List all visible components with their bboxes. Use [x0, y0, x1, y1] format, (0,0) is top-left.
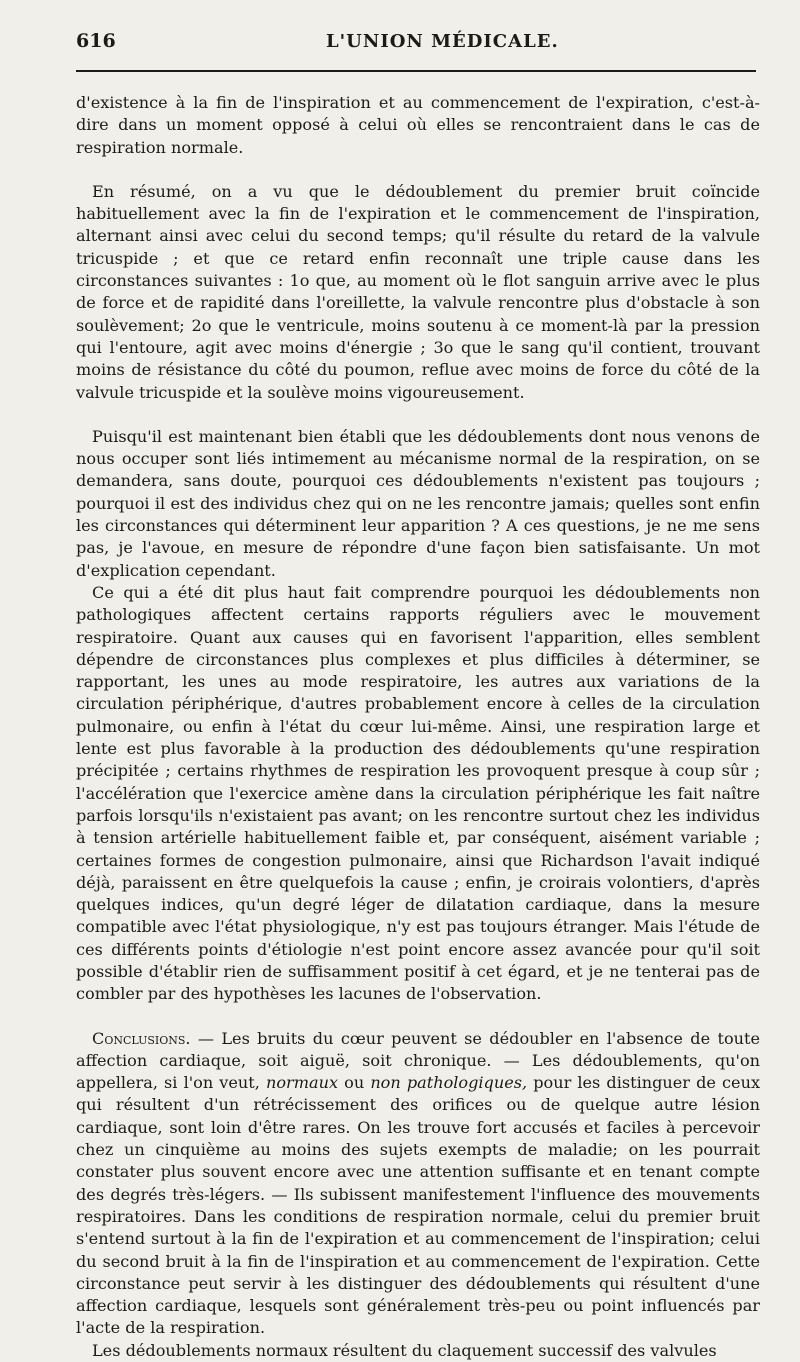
- paragraph-conclusions: [76, 1028, 760, 1340]
- paragraph-1: d'existence à la fin de l'inspiration et au commencement de l'expiration, c'est-à-dire dans un moment opposé à celui où elles se rencontraient dans le cas de respiration normale.: [76, 93, 760, 157]
- conclusions-heading: Conclusions.: [92, 1028, 191, 1048]
- conclusions-text-c: pour les distinguer de ceux qui résultent d'un rétrécissement des orifices ou de quelque autre lésion cardiaque, sont loin d'être rares. On les trouve fort accusés et faciles à percevoir chez un cinquième au moins des sujets exempts de maladie; on les pourrait constater plus souvent encore avec une attention suffisante et en tenant compte des degrés très-légers. — Ils subissent manifestement l'influence des mouvements respiratoires. Dans les conditions de respiration normale, celui du premier bruit s'entend surtout à la fin de l'expiration et au commencement de l'inspiration; celui du second bruit à la fin de l'inspiration et au commencement de l'expiration. Cette circonstance peut servir à les distinguer des dédoublements qui résultent d'une affection cardiaque, lesquels sont généralement très-peu ou point influencés par l'acte de la respiration.: [76, 1073, 761, 1338]
- paragraph-3: Puisqu'il est maintenant bien établi que les dédoublements dont nous venons de nous occuper sont liés intimement au mécanisme normal de la respiration, on se demandera, sans doute, pourquoi ces dédoublements n'existent pas toujours ; pourquoi il est des individus chez qui on ne les rencontre jamais; quelles sont enfin les circonstances qui déterminent leur apparition ? A ces questions, je ne me sens pas, je l'avoue, en mesure de répondre d'une façon bien satisfaisante. Un mot d'explication cependant.: [76, 426, 760, 580]
- conclusions-em-non-pathologiques: non pathologiques,: [370, 1073, 528, 1093]
- paragraph-4: Ce qui a été dit plus haut fait comprendre pourquoi les dédoublements non pathologiques affectent certains rapports réguliers avec le mouvement respiratoire. Quant aux causes qui en favorisent l'apparition, elles semblent dépendre de circonstances plus complexes et plus difficiles à déterminer, se rapportant, les unes au mode respiratoire, les autres aux variations de la circulation périphérique, d'autres probablement encore à celles de la circulation pulmonaire, ou enfin à l'état du cœur lui-même. Ainsi, une respiration large et lente est plus favorable à la production des dédoublements qu'une respiration précipitée ; certains rhythmes de respiration les provoquent presque à coup sûr ; l'accélération que l'exercice amène dans la circulation périphérique les fait naître parfois lorsqu'ils n'existaient pas avant; on les rencontre surtout chez les individus à tension artérielle habituellement faible et, par conséquent, aisément variable ; certaines formes de congestion pulmonaire, ainsi que Richardson l'avait indiqué déjà, paraissent en être quelquefois la cause ; enfin, je croirais volontiers, d'après quelques indices, qu'un degré léger de dilatation cardiaque, dans la mesure compatible avec l'état physiologique, n'y est pas toujours étranger. Mais l'étude de ces différents points d'étiologie n'est point encore assez avancée pour qu'il soit possible d'établir rien de suffisamment positif à cet égard, et je ne tenterai pas de combler par des hypothèses les lacunes de l'observation.: [76, 582, 760, 1004]
- page-number: 616: [76, 30, 116, 52]
- running-title: L'UNION MÉDICALE.: [326, 31, 559, 52]
- conclusions-text-a: — Les bruits du cœur peuvent se dédoubler en l'absence de toute affection cardiaque, soit aiguë, soit chronique. — Les dédoublements, qu'on appellera, si l'on veut,: [76, 1028, 760, 1093]
- page-header: [76, 30, 760, 64]
- conclusions-text-b: ou: [338, 1073, 371, 1093]
- paragraph-6: Les dédoublements normaux résultent du claquement successif des valvules: [92, 1340, 717, 1360]
- paragraph-2: En résumé, on a vu que le dédoublement du premier bruit coïncide habituellement avec la fin de l'expiration et le commencement de l'inspiration, alternant ainsi avec celui du second temps; qu'il résulte du retard de la valvule tricuspide ; et que ce retard enfin reconnaît une triple cause dans les circonstances suivantes : 1o que, au moment où le flot sanguin arrive avec le plus de force et de rapidité dans l'oreillette, la valvule rencontre plus d'obstacle à son soulèvement; 2o que le ventricule, moins soutenu à ce moment-là par la pression qui l'entoure, agit avec moins d'énergie ; 3o que le sang qu'il contient, trouvant moins de résistance du côté du poumon, reflue avec moins de force du côté de la valvule tricuspide et la soulève moins vigoureusement.: [76, 181, 760, 402]
- conclusions-em-normaux: normaux: [265, 1073, 339, 1093]
- header-rule: [76, 70, 756, 72]
